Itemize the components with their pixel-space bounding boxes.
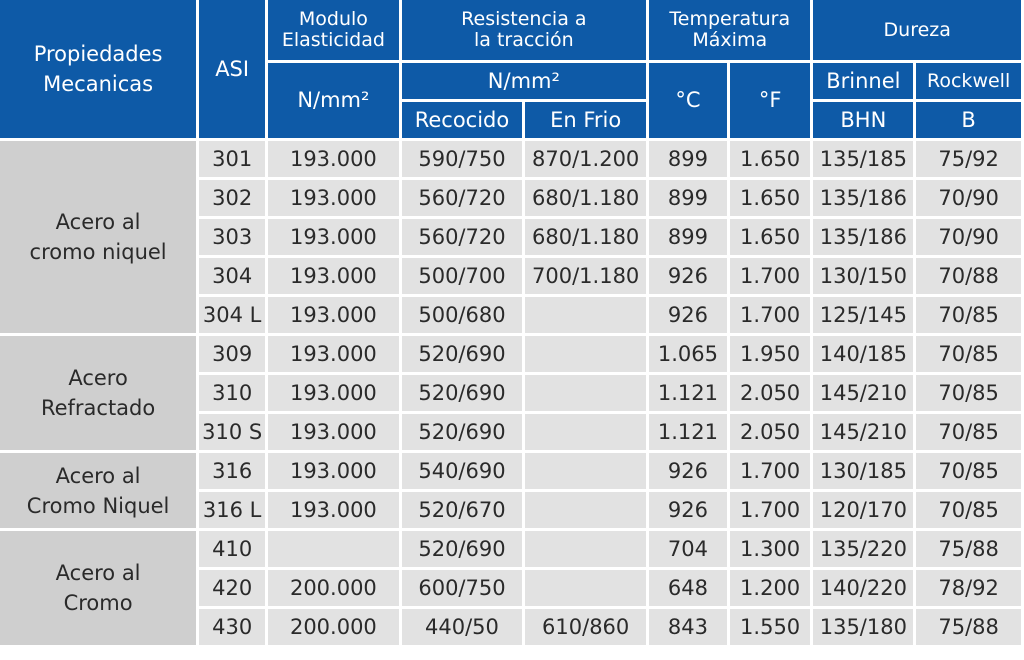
cell-asi: 303 [199,219,265,255]
group-label [0,141,196,333]
cell-temp-c: 926 [649,492,727,528]
cell-en-frio [525,531,646,567]
cell-en-frio: 610/860 [525,609,646,645]
header-propiedades-line2: Mecanicas [43,72,154,96]
cell-recocido: 520/690 [402,375,523,411]
cell-temp-f: 1.550 [730,609,811,645]
cell-temp-f: 1.700 [730,297,811,333]
cell-recocido: 540/690 [402,453,523,489]
cell-temp-c: 899 [649,219,727,255]
cell-temp-c: 1.121 [649,414,727,450]
header-propiedades-line1: Propiedades [33,42,163,66]
cell-temp-f: 1.650 [730,180,811,216]
cell-brinnel: 135/180 [813,609,913,645]
cell-asi: 410 [199,531,265,567]
header-modulo-unit: N/mm² [268,63,399,138]
group-label-line: Cromo Niquel [26,493,170,518]
cell-modulo: 193.000 [268,141,399,177]
header-celsius: °C [649,63,727,138]
cell-brinnel: 135/186 [813,180,913,216]
group-label [0,453,196,528]
group-label-line: Acero [68,366,128,390]
cell-rockwell: 70/90 [916,219,1021,255]
cell-recocido: 520/670 [402,492,523,528]
header-resistencia-unit: N/mm² [402,63,646,99]
cell-en-frio: 680/1.180 [525,180,646,216]
header-dureza: Dureza [813,0,1021,60]
header-modulo [268,0,399,60]
header-asi: ASI [199,0,265,138]
cell-brinnel: 135/185 [813,141,913,177]
group-label-line: Acero al [55,561,141,585]
cell-rockwell: 70/85 [916,453,1021,489]
cell-en-frio: 680/1.180 [525,219,646,255]
cell-modulo: 200.000 [268,609,399,645]
cell-en-frio: 870/1.200 [525,141,646,177]
header-temperatura-line1: Temperatura [669,8,791,30]
header-resistencia-line2: la tracción [474,29,574,51]
cell-modulo: 193.000 [268,258,399,294]
cell-asi: 430 [199,609,265,645]
cell-temp-f: 1.950 [730,336,811,372]
cell-brinnel: 140/185 [813,336,913,372]
cell-rockwell: 75/88 [916,531,1021,567]
cell-en-frio [525,375,646,411]
header-temperatura [649,0,810,60]
group-label [0,336,196,450]
cell-recocido: 500/700 [402,258,523,294]
cell-recocido: 560/720 [402,219,523,255]
cell-rockwell: 70/85 [916,375,1021,411]
cell-brinnel: 145/210 [813,414,913,450]
cell-asi: 316 [199,453,265,489]
table-row [0,141,1021,177]
cell-rockwell: 70/88 [916,258,1021,294]
cell-rockwell: 70/85 [916,336,1021,372]
cell-recocido: 500/680 [402,297,523,333]
cell-recocido: 560/720 [402,180,523,216]
cell-modulo: 193.000 [268,375,399,411]
cell-asi: 310 S [199,414,265,450]
header-modulo-line1: Modulo [298,8,368,30]
cell-modulo: 193.000 [268,414,399,450]
cell-rockwell: 75/88 [916,609,1021,645]
table-row [0,453,1021,489]
cell-temp-c: 843 [649,609,727,645]
cell-modulo: 193.000 [268,297,399,333]
cell-temp-c: 1.121 [649,375,727,411]
header-recocido: Recocido [402,102,523,138]
cell-modulo: 200.000 [268,570,399,606]
cell-modulo: 193.000 [268,453,399,489]
header-resistencia [402,0,646,60]
cell-rockwell: 78/92 [916,570,1021,606]
cell-temp-f: 1.650 [730,219,811,255]
group-label-line: Acero al [55,210,141,234]
cell-rockwell: 70/85 [916,414,1021,450]
cell-recocido: 590/750 [402,141,523,177]
cell-en-frio [525,297,646,333]
cell-rockwell: 75/92 [916,141,1021,177]
cell-en-frio: 700/1.180 [525,258,646,294]
header-b: B [916,102,1021,138]
cell-temp-c: 899 [649,180,727,216]
cell-en-frio [525,570,646,606]
header-rockwell: Rockwell [916,63,1021,99]
cell-asi: 304 L [199,297,265,333]
cell-modulo: 193.000 [268,219,399,255]
cell-brinnel: 120/170 [813,492,913,528]
group-label-line: Acero al [55,463,141,488]
cell-modulo: 193.000 [268,336,399,372]
cell-temp-c: 648 [649,570,727,606]
cell-brinnel: 125/145 [813,297,913,333]
cell-asi: 302 [199,180,265,216]
cell-temp-c: 1.065 [649,336,727,372]
cell-brinnel: 130/185 [813,453,913,489]
cell-rockwell: 70/85 [916,297,1021,333]
cell-modulo: 193.000 [268,492,399,528]
cell-brinnel: 145/210 [813,375,913,411]
cell-brinnel: 135/220 [813,531,913,567]
header-bhn: BHN [813,102,913,138]
cell-temp-c: 899 [649,141,727,177]
header-en-frio: En Frio [525,102,646,138]
cell-temp-f: 1.700 [730,492,811,528]
cell-brinnel: 140/220 [813,570,913,606]
cell-rockwell: 70/90 [916,180,1021,216]
group-label-line: Cromo [63,591,133,615]
cell-recocido: 520/690 [402,414,523,450]
header-temperatura-line2: Máxima [692,29,768,51]
group-label [0,531,196,645]
cell-temp-f: 1.200 [730,570,811,606]
cell-temp-c: 704 [649,531,727,567]
cell-temp-c: 926 [649,258,727,294]
cell-brinnel: 135/186 [813,219,913,255]
cell-temp-f: 1.700 [730,258,811,294]
cell-temp-f: 1.700 [730,453,811,489]
cell-asi: 301 [199,141,265,177]
cell-recocido: 440/50 [402,609,523,645]
cell-temp-f: 2.050 [730,375,811,411]
cell-en-frio [525,414,646,450]
header-fahrenheit: °F [730,63,811,138]
cell-rockwell: 70/85 [916,492,1021,528]
cell-temp-c: 926 [649,297,727,333]
cell-recocido: 600/750 [402,570,523,606]
table-row [0,336,1021,372]
cell-en-frio [525,336,646,372]
table-body [0,141,1021,645]
header-propiedades [0,0,196,138]
cell-recocido: 520/690 [402,531,523,567]
cell-en-frio [525,453,646,489]
cell-modulo [268,531,399,567]
header-brinnel: Brinnel [813,63,913,99]
cell-temp-f: 1.650 [730,141,811,177]
cell-brinnel: 130/150 [813,258,913,294]
cell-temp-f: 1.300 [730,531,811,567]
header-modulo-line2: Elasticidad [281,29,385,51]
cell-asi: 304 [199,258,265,294]
cell-asi: 316 L [199,492,265,528]
cell-en-frio [525,492,646,528]
header-resistencia-line1: Resistencia a [461,8,587,30]
cell-asi: 310 [199,375,265,411]
group-label-line: Refractado [40,396,156,420]
cell-temp-f: 2.050 [730,414,811,450]
cell-asi: 420 [199,570,265,606]
cell-modulo: 193.000 [268,180,399,216]
cell-temp-c: 926 [649,453,727,489]
group-label-line: cromo niquel [29,240,167,264]
cell-asi: 309 [199,336,265,372]
table-row [0,531,1021,567]
cell-recocido: 520/690 [402,336,523,372]
